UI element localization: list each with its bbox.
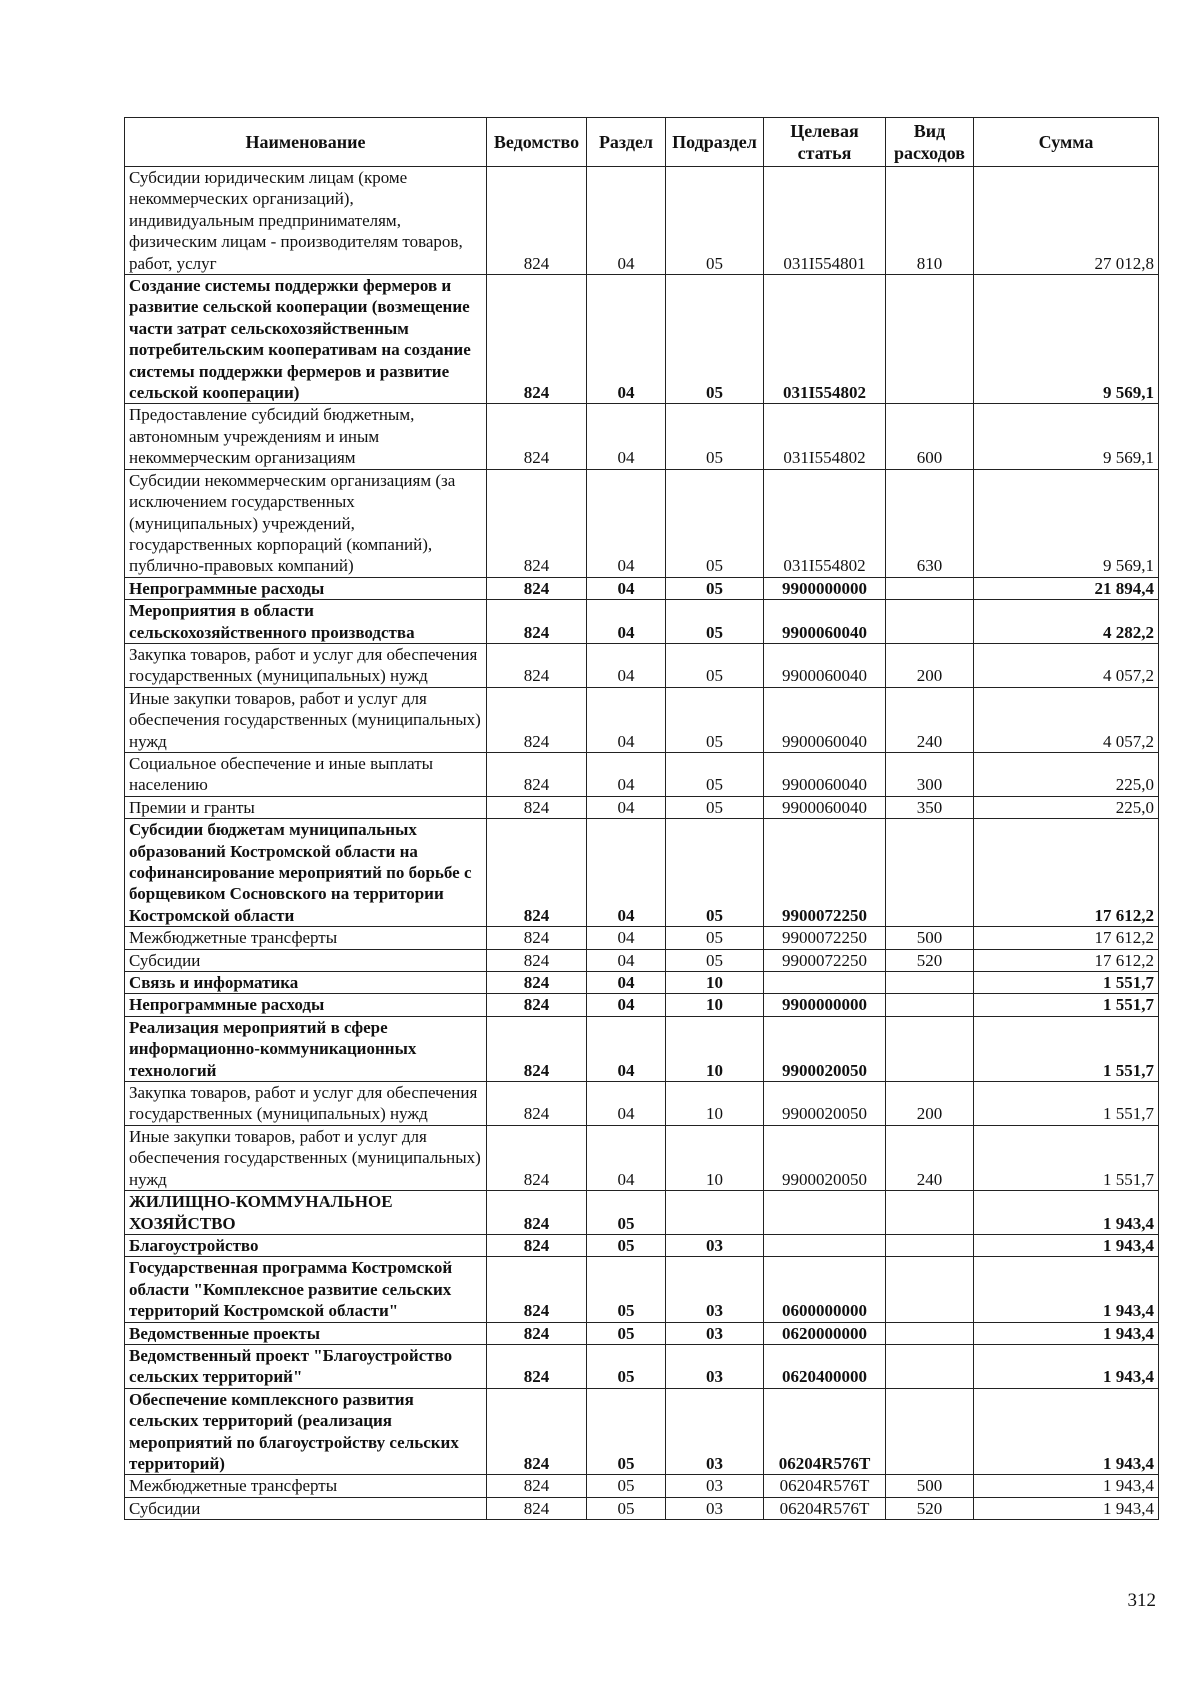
cell-target: 9900060040 [764, 796, 886, 818]
cell-subsection: 05 [666, 927, 764, 949]
cell-section: 04 [587, 994, 666, 1016]
cell-sum: 9 569,1 [974, 404, 1159, 469]
cell-section: 05 [587, 1475, 666, 1497]
cell-subsection: 05 [666, 796, 764, 818]
cell-sum: 17 612,2 [974, 819, 1159, 927]
cell-subsection: 05 [666, 404, 764, 469]
cell-target: 9900072250 [764, 949, 886, 971]
cell-type: 300 [886, 752, 974, 796]
cell-sum: 1 943,4 [974, 1497, 1159, 1519]
cell-subsection: 03 [666, 1475, 764, 1497]
cell-target: 0600000000 [764, 1257, 886, 1322]
cell-type: 520 [886, 1497, 974, 1519]
cell-dept: 824 [487, 1234, 587, 1256]
cell-target [764, 972, 886, 994]
cell-target: 031I554802 [764, 404, 886, 469]
cell-type: 200 [886, 643, 974, 687]
cell-subsection [666, 1191, 764, 1235]
cell-name: Обеспечение комплексного развития сельских территорий (реализация мероприятий по благоустройству сельских территорий) [125, 1388, 487, 1475]
cell-subsection: 03 [666, 1234, 764, 1256]
cell-type: 240 [886, 687, 974, 752]
cell-sum: 1 943,4 [974, 1475, 1159, 1497]
cell-name: Непрограммные расходы [125, 994, 487, 1016]
cell-sum: 1 943,4 [974, 1191, 1159, 1235]
table-row [125, 994, 1159, 1016]
cell-name: Связь и информатика [125, 972, 487, 994]
cell-target: 06204R576T [764, 1497, 886, 1519]
cell-target: 9900020050 [764, 1016, 886, 1081]
cell-dept: 824 [487, 1475, 587, 1497]
cell-name: Межбюджетные трансферты [125, 1475, 487, 1497]
cell-dept: 824 [487, 1016, 587, 1081]
cell-section: 04 [587, 1082, 666, 1126]
cell-type: 200 [886, 1082, 974, 1126]
cell-target: 0620400000 [764, 1344, 886, 1388]
table-row [125, 927, 1159, 949]
table-body [125, 167, 1159, 1520]
cell-subsection: 05 [666, 643, 764, 687]
table-row [125, 1082, 1159, 1126]
cell-sum: 9 569,1 [974, 469, 1159, 577]
cell-type: 600 [886, 404, 974, 469]
cell-subsection: 03 [666, 1344, 764, 1388]
cell-name: ЖИЛИЩНО-КОММУНАЛЬНОЕ ХОЗЯЙСТВО [125, 1191, 487, 1235]
cell-name: Предоставление субсидий бюджетным, автономным учреждениям и иным некоммерческим организациям [125, 404, 487, 469]
cell-dept: 824 [487, 404, 587, 469]
cell-subsection: 05 [666, 600, 764, 644]
cell-dept: 824 [487, 1344, 587, 1388]
budget-table [124, 117, 1159, 1520]
cell-name: Премии и гранты [125, 796, 487, 818]
cell-type: 240 [886, 1125, 974, 1190]
cell-name: Иные закупки товаров, работ и услуг для обеспечения государственных (муниципальных) нужд [125, 1125, 487, 1190]
cell-type: 630 [886, 469, 974, 577]
cell-subsection: 05 [666, 949, 764, 971]
table-row [125, 1234, 1159, 1256]
cell-subsection: 05 [666, 469, 764, 577]
table-row [125, 687, 1159, 752]
cell-dept: 824 [487, 796, 587, 818]
cell-target: 06204R576T [764, 1388, 886, 1475]
table-row [125, 1497, 1159, 1519]
cell-section: 04 [587, 404, 666, 469]
cell-type: 520 [886, 949, 974, 971]
cell-subsection: 10 [666, 1125, 764, 1190]
cell-type [886, 1388, 974, 1475]
cell-name: Государственная программа Костромской области "Комплексное развитие сельских территорий Костромской области" [125, 1257, 487, 1322]
header-sum: Сумма [974, 118, 1159, 167]
cell-name: Субсидии юридическим лицам (кроме некоммерческих организаций), индивидуальным предпринимателям, физическим лицам - производителям товаров, работ, услуг [125, 167, 487, 275]
cell-name: Субсидии [125, 1497, 487, 1519]
cell-sum: 1 943,4 [974, 1234, 1159, 1256]
table-row [125, 404, 1159, 469]
cell-dept: 824 [487, 819, 587, 927]
cell-type [886, 1344, 974, 1388]
cell-dept: 824 [487, 1257, 587, 1322]
table-row [125, 1016, 1159, 1081]
table-row [125, 949, 1159, 971]
cell-dept: 824 [487, 1497, 587, 1519]
cell-sum: 225,0 [974, 796, 1159, 818]
cell-target: 9900000000 [764, 994, 886, 1016]
cell-type: 500 [886, 927, 974, 949]
cell-section: 05 [587, 1344, 666, 1388]
table-row [125, 752, 1159, 796]
cell-target: 9900020050 [764, 1082, 886, 1126]
cell-section: 05 [587, 1388, 666, 1475]
cell-sum: 1 551,7 [974, 1125, 1159, 1190]
cell-section: 04 [587, 469, 666, 577]
cell-name: Закупка товаров, работ и услуг для обеспечения государственных (муниципальных) нужд [125, 1082, 487, 1126]
cell-subsection: 05 [666, 275, 764, 404]
table-row [125, 1322, 1159, 1344]
table-row [125, 1344, 1159, 1388]
table-row [125, 577, 1159, 599]
cell-name: Создание системы поддержки фермеров и развитие сельской кооперации (возмещение части затрат сельскохозяйственным потребительским кооперативам на создание системы поддержки фермеров и развитие сельской кооперации) [125, 275, 487, 404]
cell-dept: 824 [487, 949, 587, 971]
table-row [125, 1388, 1159, 1475]
cell-name: Закупка товаров, работ и услуг для обеспечения государственных (муниципальных) нужд [125, 643, 487, 687]
cell-type [886, 1016, 974, 1081]
cell-sum: 17 612,2 [974, 927, 1159, 949]
cell-type [886, 1191, 974, 1235]
cell-target: 06204R576T [764, 1475, 886, 1497]
cell-dept: 824 [487, 994, 587, 1016]
cell-section: 04 [587, 600, 666, 644]
cell-type [886, 275, 974, 404]
cell-subsection: 10 [666, 972, 764, 994]
cell-type: 350 [886, 796, 974, 818]
cell-subsection: 10 [666, 994, 764, 1016]
cell-target: 9900020050 [764, 1125, 886, 1190]
cell-subsection: 05 [666, 687, 764, 752]
cell-subsection: 05 [666, 577, 764, 599]
page-number: 312 [1127, 1590, 1156, 1611]
cell-type [886, 972, 974, 994]
cell-name: Социальное обеспечение и иные выплаты населению [125, 752, 487, 796]
table-row [125, 1191, 1159, 1235]
cell-dept: 824 [487, 687, 587, 752]
cell-type: 810 [886, 167, 974, 275]
cell-dept: 824 [487, 600, 587, 644]
cell-section: 04 [587, 819, 666, 927]
table-row [125, 275, 1159, 404]
header-name: Наименование [125, 118, 487, 167]
cell-section: 05 [587, 1234, 666, 1256]
table-row [125, 1475, 1159, 1497]
cell-section: 04 [587, 1125, 666, 1190]
cell-section: 04 [587, 927, 666, 949]
cell-name: Межбюджетные трансферты [125, 927, 487, 949]
cell-target: 0620000000 [764, 1322, 886, 1344]
header-section: Раздел [587, 118, 666, 167]
cell-type [886, 1257, 974, 1322]
cell-subsection: 05 [666, 752, 764, 796]
cell-type [886, 994, 974, 1016]
cell-sum: 225,0 [974, 752, 1159, 796]
cell-section: 04 [587, 752, 666, 796]
cell-sum: 27 012,8 [974, 167, 1159, 275]
cell-subsection: 03 [666, 1257, 764, 1322]
header-subsection: Подраздел [666, 118, 764, 167]
cell-target: 9900000000 [764, 577, 886, 599]
cell-dept: 824 [487, 972, 587, 994]
cell-section: 04 [587, 1016, 666, 1081]
cell-name: Непрограммные расходы [125, 577, 487, 599]
cell-sum: 1 943,4 [974, 1344, 1159, 1388]
cell-target: 031I554802 [764, 275, 886, 404]
cell-name: Благоустройство [125, 1234, 487, 1256]
cell-subsection: 05 [666, 819, 764, 927]
cell-type [886, 600, 974, 644]
cell-sum: 4 057,2 [974, 643, 1159, 687]
cell-dept: 824 [487, 752, 587, 796]
cell-type [886, 577, 974, 599]
cell-target [764, 1191, 886, 1235]
cell-section: 04 [587, 643, 666, 687]
cell-section: 05 [587, 1257, 666, 1322]
cell-sum: 1 551,7 [974, 994, 1159, 1016]
cell-sum: 1 551,7 [974, 1016, 1159, 1081]
table-row [125, 469, 1159, 577]
cell-type [886, 819, 974, 927]
cell-dept: 824 [487, 927, 587, 949]
cell-dept: 824 [487, 1388, 587, 1475]
table-row [125, 1257, 1159, 1322]
cell-name: Субсидии бюджетам муниципальных образований Костромской области на софинансирование мероприятий по борьбе с борщевиком Сосновского на территории Костромской области [125, 819, 487, 927]
cell-target: 9900060040 [764, 687, 886, 752]
cell-dept: 824 [487, 577, 587, 599]
cell-sum: 4 057,2 [974, 687, 1159, 752]
cell-section: 04 [587, 275, 666, 404]
cell-sum: 1 943,4 [974, 1322, 1159, 1344]
cell-sum: 21 894,4 [974, 577, 1159, 599]
cell-target: 9900072250 [764, 927, 886, 949]
cell-dept: 824 [487, 1125, 587, 1190]
cell-section: 04 [587, 796, 666, 818]
cell-dept: 824 [487, 469, 587, 577]
cell-subsection: 10 [666, 1016, 764, 1081]
cell-type: 500 [886, 1475, 974, 1497]
cell-section: 05 [587, 1191, 666, 1235]
cell-dept: 824 [487, 275, 587, 404]
cell-subsection: 10 [666, 1082, 764, 1126]
cell-sum: 17 612,2 [974, 949, 1159, 971]
cell-dept: 824 [487, 167, 587, 275]
cell-dept: 824 [487, 1322, 587, 1344]
header-dept: Ведомство [487, 118, 587, 167]
cell-dept: 824 [487, 1082, 587, 1126]
cell-target: 9900072250 [764, 819, 886, 927]
cell-name: Субсидии некоммерческим организациям (за исключением государственных (муниципальных) учреждений, государственных корпораций (компаний), публично-правовых компаний) [125, 469, 487, 577]
cell-subsection: 03 [666, 1322, 764, 1344]
cell-section: 04 [587, 167, 666, 275]
cell-sum: 4 282,2 [974, 600, 1159, 644]
cell-section: 05 [587, 1322, 666, 1344]
cell-name: Иные закупки товаров, работ и услуг для обеспечения государственных (муниципальных) нужд [125, 687, 487, 752]
cell-dept: 824 [487, 643, 587, 687]
table-row [125, 643, 1159, 687]
cell-section: 04 [587, 687, 666, 752]
cell-target: 031I554801 [764, 167, 886, 275]
cell-target: 9900060040 [764, 643, 886, 687]
cell-section: 04 [587, 949, 666, 971]
table-header-row [125, 118, 1159, 167]
table-row [125, 600, 1159, 644]
cell-target: 9900060040 [764, 752, 886, 796]
header-type: Вид расходов [886, 118, 974, 167]
header-target: Целевая статья [764, 118, 886, 167]
cell-name: Реализация мероприятий в сфере информационно-коммуникационных технологий [125, 1016, 487, 1081]
cell-subsection: 03 [666, 1388, 764, 1475]
cell-type [886, 1322, 974, 1344]
cell-dept: 824 [487, 1191, 587, 1235]
cell-sum: 1 943,4 [974, 1388, 1159, 1475]
cell-section: 04 [587, 577, 666, 599]
cell-sum: 1 551,7 [974, 1082, 1159, 1126]
table-row [125, 796, 1159, 818]
cell-section: 05 [587, 1497, 666, 1519]
table-row [125, 1125, 1159, 1190]
table-row [125, 972, 1159, 994]
cell-target: 031I554802 [764, 469, 886, 577]
cell-sum: 9 569,1 [974, 275, 1159, 404]
cell-name: Ведомственные проекты [125, 1322, 487, 1344]
cell-subsection: 03 [666, 1497, 764, 1519]
cell-section: 04 [587, 972, 666, 994]
cell-subsection: 05 [666, 167, 764, 275]
cell-target [764, 1234, 886, 1256]
cell-type [886, 1234, 974, 1256]
cell-name: Мероприятия в области сельскохозяйственного производства [125, 600, 487, 644]
cell-name: Субсидии [125, 949, 487, 971]
cell-target: 9900060040 [764, 600, 886, 644]
cell-sum: 1 551,7 [974, 972, 1159, 994]
table-row [125, 819, 1159, 927]
cell-name: Ведомственный проект "Благоустройство сельских территорий" [125, 1344, 487, 1388]
cell-sum: 1 943,4 [974, 1257, 1159, 1322]
table-row [125, 167, 1159, 275]
